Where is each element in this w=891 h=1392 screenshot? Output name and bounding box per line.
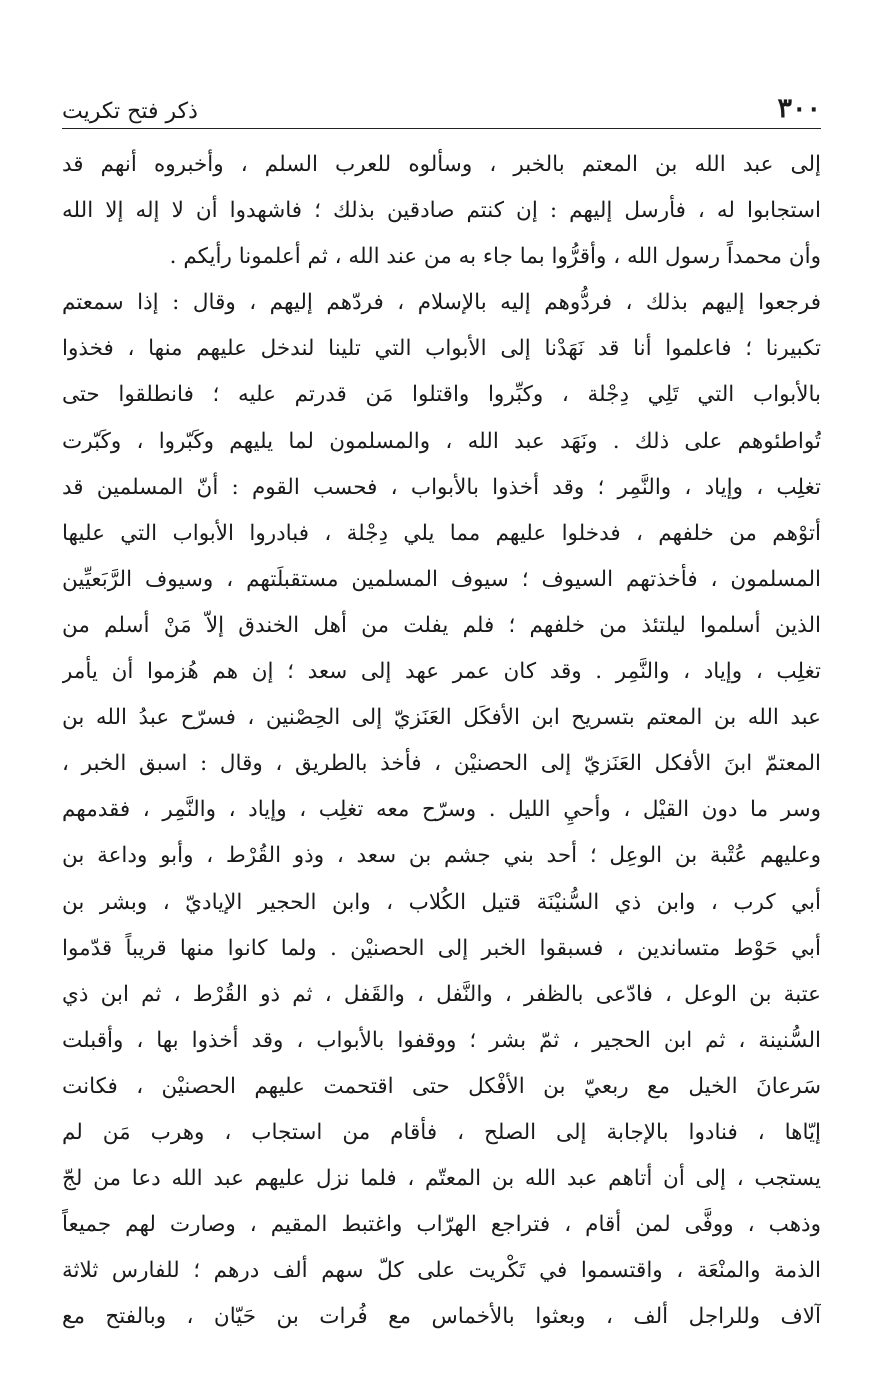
- page-number: ٣٠٠: [777, 93, 821, 124]
- text-line: السُّنينة ، ثم ابن الحجير ، ثمّ بشر ؛ ووقفوا بالأبواب ، وقد أخذوا بها ، وأقبلت: [62, 1027, 821, 1053]
- text-line: استجابوا له ، فأرسل إليهم : إن كنتم صادقين بذلك ؛ فاشهدوا أن لا إله إلا الله: [62, 198, 821, 224]
- running-head: ذكر فتح تكريت: [62, 99, 198, 124]
- text-line: وعليهم عُتْبة بن الوعِل ؛ أحد بني جشم بن سعد ، وذو القُرْط ، وأبو وداعة بن: [62, 843, 821, 869]
- text-line: تُواطئوهم على ذلك . ونَهَد عبد الله ، والمسلمون لما يليهم وكَبّروا ، وكَبّرت: [62, 428, 821, 454]
- text-line: يستجب ، إلى أن أتاهم عبد الله بن المعتّم ، فلما نزل عليهم عبد الله دعا من لجّ: [62, 1166, 821, 1192]
- text-line: وذهب ، ووفَّى لمن أقام ، فتراجع الهرّاب واغتبط المقيم ، وصارت لهم جميعاً: [62, 1212, 821, 1238]
- page-header: [62, 80, 821, 129]
- text-line: أبي كرب ، وابن ذي السُّنيْنَة قتيل الكُلاب ، وابن الحجير الإياديّ ، وبشر بن: [62, 889, 821, 915]
- text-line: عبد الله بن المعتم بتسريح ابن الأفكَل العَنَزيّ إلى الحِصْنين ، فسرّح عبدُ الله بن: [62, 705, 821, 731]
- text-line: أتوْهم من خلفهم ، فدخلوا عليهم مما يلي دِجْلة ، فبادروا الأبواب التي عليها: [62, 520, 821, 546]
- text-line: الذين أسلموا ليلتئذ من خلفهم ؛ فلم يفلت من أهل الخندق إلاّ مَنْ أسلم من: [62, 612, 821, 638]
- text-line: أبي حَوْط متساندين ، فسبقوا الخبر إلى الحصنيْن . ولما كانوا منها قريباً قدّموا: [62, 935, 821, 961]
- text-line: وأن محمداً رسول الله ، وأقرُّوا بما جاء به من عند الله ، ثم أعلمونا رأيكم .: [169, 244, 821, 270]
- text-line: فرجعوا إليهم بذلك ، فردُّوهم إليه بالإسلام ، فردّهم إليهم ، وقال : إذا سمعتم: [62, 290, 821, 316]
- text-line: الذمة والمنْعَة ، واقتسموا في تَكْريت على كلّ سهم ألف درهم ؛ للفارس ثلاثة: [62, 1258, 821, 1284]
- text-line: تغلِب ، وإياد ، والنَّمِر ؛ وقد أخذوا بالأبواب ، فحسب القوم : أنّ المسلمين قد: [62, 474, 821, 500]
- text-line: عتبة بن الوعل ، فادّعى بالظفر ، والنَّفل ، والقَفل ، ثم ذو القُرْط ، ثم ابن ذي: [62, 981, 821, 1007]
- text-line: آلاف وللراجل ألف ، وبعثوا بالأخماس مع فُرات بن حَيّان ، وبالفتح مع: [62, 1304, 821, 1330]
- text-line: وسر ما دون القيْل ، وأحيِ الليل . وسرّح معه تغلِب ، وإياد ، والنَّمِر ، فقدمهم: [62, 797, 821, 823]
- text-line: إلى عبد الله بن المعتم بالخبر ، وسألوه للعرب السلم ، وأخبروه أنهم قد: [62, 152, 821, 177]
- text-line: تغلِب ، وإياد ، والنَّمِر . وقد كان عمر عهد إلى سعد ؛ إن هم هُزموا أن يأمر: [62, 659, 821, 685]
- text-line: تكبيرنا ؛ فاعلموا أنا قد نَهَدْنا إلى الأبواب التي تلينا لندخل عليهم منها ، فخذوا: [62, 336, 821, 362]
- body-text: [62, 142, 821, 1340]
- text-line: سَرعانَ الخيل مع ربعيّ بن الأفْكل حتى اقتحمت عليهم الحصنيْن ، فكانت: [62, 1073, 821, 1099]
- text-line: المسلمون ، فأخذتهم السيوف ؛ سيوف المسلمين مستقبلَتهم ، وسيوف الرَّبَعيِّين: [62, 566, 821, 592]
- text-line: بالأبواب التي تَلِي دِجْلة ، وكبِّروا واقتلوا مَن قدرتم عليه ؛ فانطلقوا حتى: [62, 382, 821, 408]
- text-line: المعتمّ ابنَ الأفكل العَنَزيّ إلى الحصنيْن ، فأخذ بالطريق ، وقال : اسبق الخبر ،: [62, 751, 821, 777]
- text-line: إيّاها ، فنادوا بالإجابة إلى الصلح ، فأقام من استجاب ، وهرب مَن لم: [62, 1119, 821, 1145]
